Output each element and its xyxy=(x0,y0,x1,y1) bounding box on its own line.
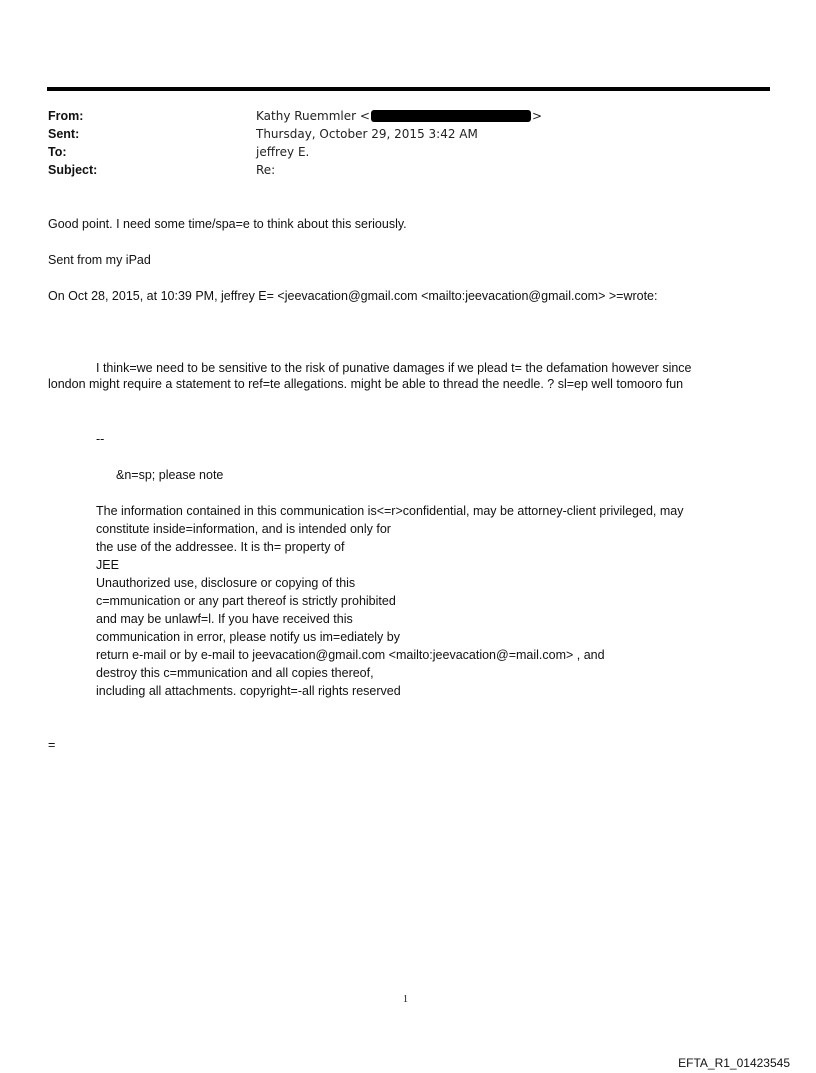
disclaimer-line: and may be unlawf=l. If you have received this xyxy=(96,612,353,626)
please-note: &n=sp; please note xyxy=(116,468,224,482)
disclaimer-line: JEE xyxy=(96,558,119,572)
disclaimer-line: destroy this c=mmunication and all copies thereof, xyxy=(96,666,374,680)
disclaimer-line: c=mmunication or any part thereof is strictly prohibited xyxy=(96,594,396,608)
from-name: Kathy Ruemmler < xyxy=(256,109,370,123)
subject-label: Subject: xyxy=(48,163,98,177)
quote-intro: On Oct 28, 2015, at 10:39 PM, jeffrey E= <jeevacation@gmail.com <mailto:jeevacation@gmail.com> >=wrote: xyxy=(48,289,658,303)
from-value xyxy=(256,107,542,125)
to-value: jeffrey E. xyxy=(256,145,310,159)
sent-value: Thursday, October 29, 2015 3:42 AM xyxy=(256,127,478,141)
subject-value: Re: xyxy=(256,163,276,177)
page-number: 1 xyxy=(403,994,408,1005)
quoted-line-1: I think=we need to be sensitive to the risk of punative damages if we plead t= the defamation however since xyxy=(96,361,692,375)
from-close: > xyxy=(531,109,542,123)
disclaimer-line: Unauthorized use, disclosure or copying of this xyxy=(96,576,356,590)
signature-separator: -- xyxy=(96,432,105,446)
disclaimer-line: return e-mail or by e-mail to jeevacation@gmail.com <mailto:jeevacation@=mail.com> , and xyxy=(96,648,605,662)
disclaimer-line: communication in error, please notify us im=ediately by xyxy=(96,630,400,644)
disclaimer-line: the use of the addressee. It is th= property of xyxy=(96,540,345,554)
reply-text: Good point. I need some time/spa=e to think about this seriously. xyxy=(48,217,407,231)
signature-text: Sent from my iPad xyxy=(48,253,151,267)
disclaimer-line: including all attachments. copyright=-all rights reserved xyxy=(96,684,401,698)
header-rule xyxy=(47,87,770,91)
from-label: From: xyxy=(48,109,84,123)
to-label: To: xyxy=(48,145,67,159)
disclaimer-line: The information contained in this communication is<=r>confidential, may be attorney-client privileged, may xyxy=(96,504,684,518)
sent-label: Sent: xyxy=(48,127,80,141)
redaction-block xyxy=(371,110,531,122)
trailer-text: = xyxy=(48,738,56,752)
quoted-line-2: london might require a statement to ref=te allegations. might be able to thread the needle. ? sl=ep well tomooro fun xyxy=(48,377,684,391)
document-id: EFTA_R1_01423545 xyxy=(678,1056,790,1070)
disclaimer-line: constitute inside=information, and is intended only for xyxy=(96,522,391,536)
